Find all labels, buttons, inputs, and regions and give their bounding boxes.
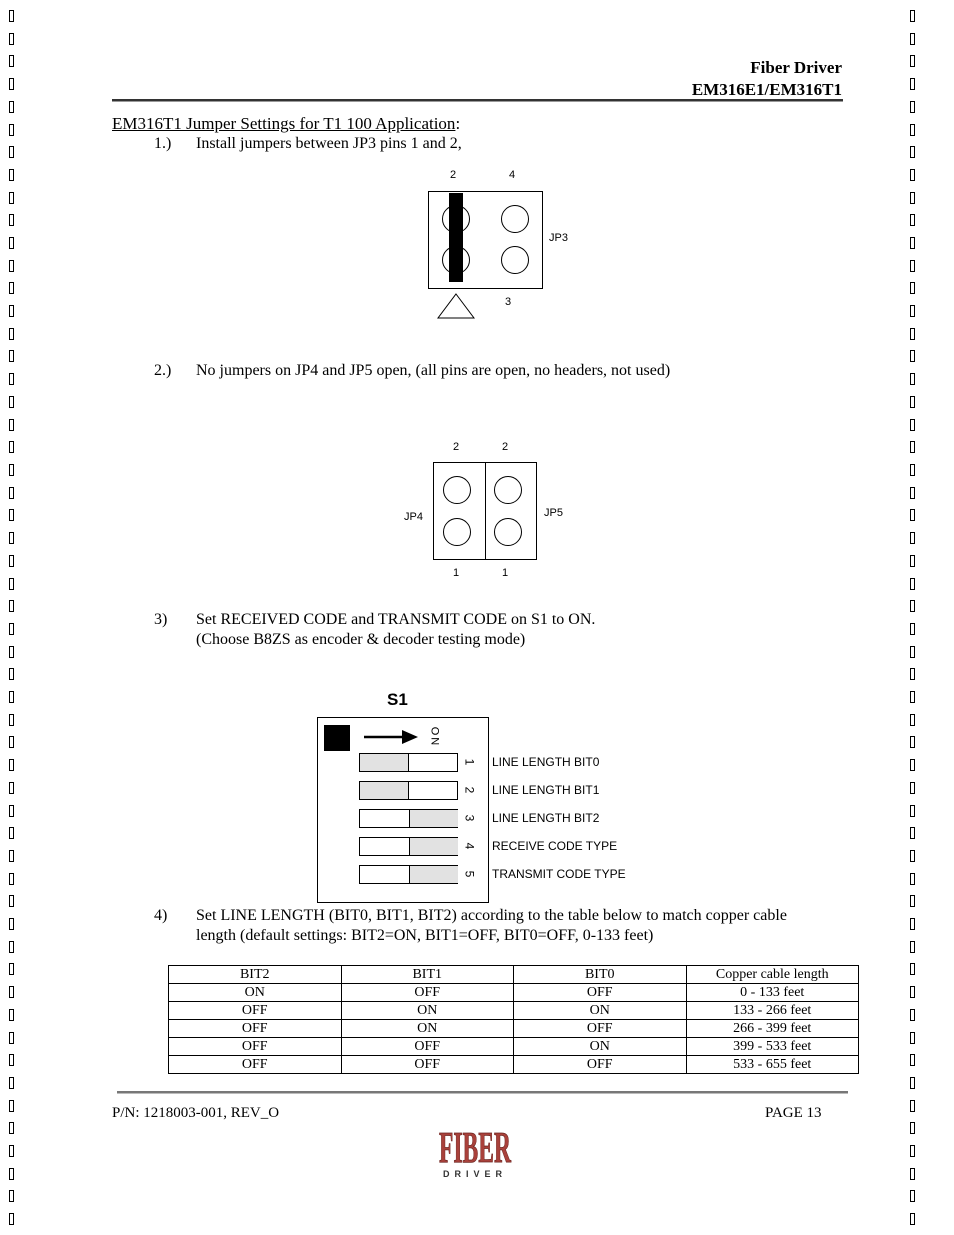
binder-mark: [9, 419, 14, 431]
binder-mark: [910, 918, 915, 930]
binder-mark: [910, 214, 915, 226]
table-cell: OFF: [169, 1002, 342, 1020]
table-cell: OFF: [341, 1038, 514, 1056]
jp3-pin-4: [501, 205, 529, 233]
binder-mark: [910, 55, 915, 67]
jp5-pin-1: [494, 518, 522, 546]
table-row: [169, 1056, 859, 1074]
line-length-table-body: [169, 966, 859, 1074]
dip-switch-3[interactable]: [359, 809, 458, 828]
dip-switch-1-knob: [360, 754, 409, 771]
binder-mark: [9, 260, 14, 272]
jp4-pin-1: [443, 518, 471, 546]
dip-switch-4-number: 4: [462, 842, 477, 850]
binder-mark: [9, 464, 14, 476]
binder-mark: [9, 827, 14, 839]
table-cell: 266 - 399 feet: [686, 1020, 859, 1038]
arrow-right-icon: [364, 730, 418, 744]
jp5-label: JP5: [544, 507, 563, 519]
s1-on-label: ON: [428, 726, 441, 748]
binder-mark: [910, 941, 915, 953]
step-3-text: Set RECEIVED CODE and TRANSMIT CODE on S1 to ON.: [196, 611, 596, 628]
binder-mark: [9, 895, 14, 907]
jp5-pin-2: [494, 476, 522, 504]
table-cell: 533 - 655 feet: [686, 1056, 859, 1074]
dip-switch-1-label: LINE LENGTH BIT0: [492, 755, 600, 769]
jp4-pin-label-bottom: 1: [453, 567, 460, 579]
dip-switch-5-label: TRANSMIT CODE TYPE: [492, 867, 626, 881]
pin-1-triangle-icon: [437, 293, 475, 319]
step-3-number: 3): [154, 611, 168, 628]
binder-marks-left: [9, 0, 17, 1235]
table-cell: OFF: [341, 984, 514, 1002]
table-cell: 133 - 266 feet: [686, 1002, 859, 1020]
section-heading: [112, 114, 460, 134]
binder-mark: [910, 986, 915, 998]
binder-mark: [910, 963, 915, 975]
table-cell: Copper cable length: [686, 966, 859, 984]
table-cell: OFF: [514, 984, 687, 1002]
binder-mark: [9, 169, 14, 181]
binder-mark: [9, 714, 14, 726]
binder-mark: [910, 895, 915, 907]
binder-mark: [910, 1032, 915, 1044]
table-cell: OFF: [169, 1038, 342, 1056]
binder-mark: [910, 78, 915, 90]
table-cell: OFF: [514, 1020, 687, 1038]
binder-mark: [9, 578, 14, 590]
dip-switch-1[interactable]: [359, 753, 458, 772]
jp3-label: JP3: [549, 232, 568, 244]
binder-mark: [9, 441, 14, 453]
binder-mark: [910, 282, 915, 294]
binder-mark: [9, 873, 14, 885]
binder-mark: [9, 33, 14, 45]
dip-switch-2-label: LINE LENGTH BIT1: [492, 783, 600, 797]
binder-mark: [9, 1032, 14, 1044]
dip-switch-3-number: 3: [462, 814, 477, 822]
jp3-jumper-bar: [449, 193, 463, 282]
jp4-pin-label-top: 2: [453, 441, 460, 453]
binder-mark: [910, 691, 915, 703]
binder-mark: [9, 691, 14, 703]
table-cell: ON: [514, 1038, 687, 1056]
jp5-pin-label-bottom: 1: [502, 567, 509, 579]
step-1-text: Install jumpers between JP3 pins 1 and 2,: [196, 135, 462, 152]
binder-mark: [910, 350, 915, 362]
binder-mark: [910, 305, 915, 317]
table-cell: ON: [341, 1002, 514, 1020]
svg-text:FIBER: FIBER: [439, 1123, 512, 1172]
jp4-pin-2: [443, 476, 471, 504]
dip-switch-5[interactable]: [359, 865, 458, 884]
jp3-pin-label-4: 4: [509, 169, 516, 181]
section-heading-text: EM316T1 Jumper Settings for T1 100 Application: [112, 114, 456, 133]
binder-mark: [9, 646, 14, 658]
fiber-driver-logo: [437, 1122, 513, 1180]
jp3-pin-3: [501, 246, 529, 274]
table-row: [169, 1002, 859, 1020]
binder-mark: [910, 623, 915, 635]
binder-mark: [9, 1213, 14, 1225]
binder-mark: [910, 805, 915, 817]
binder-mark: [9, 10, 14, 22]
binder-mark: [910, 419, 915, 431]
table-cell: BIT0: [514, 966, 687, 984]
jp4-label: JP4: [404, 511, 423, 523]
table-cell: 399 - 533 feet: [686, 1038, 859, 1056]
binder-mark: [910, 532, 915, 544]
table-row: [169, 1020, 859, 1038]
dip-switch-4[interactable]: [359, 837, 458, 856]
binder-mark: [910, 33, 915, 45]
binder-mark: [9, 350, 14, 362]
binder-mark: [9, 668, 14, 680]
jp5-pin-label-top: 2: [502, 441, 509, 453]
binder-mark: [9, 1168, 14, 1180]
binder-mark: [910, 10, 915, 22]
table-row: [169, 984, 859, 1002]
step-4-text: Set LINE LENGTH (BIT0, BIT1, BIT2) according to the table below to match copper cable: [196, 907, 787, 924]
binder-mark: [910, 1122, 915, 1134]
header-model: EM316E1/EM316T1: [691, 80, 842, 99]
binder-mark: [910, 827, 915, 839]
binder-mark: [910, 600, 915, 612]
binder-mark: [910, 373, 915, 385]
binder-mark: [910, 555, 915, 567]
binder-mark: [9, 146, 14, 158]
table-cell: ON: [341, 1020, 514, 1038]
binder-mark: [910, 850, 915, 862]
binder-mark: [910, 736, 915, 748]
binder-mark: [910, 441, 915, 453]
jp3-pin-label-3: 3: [505, 296, 512, 308]
binder-mark: [9, 124, 14, 136]
jp3-header-box: [428, 191, 543, 289]
binder-mark: [910, 124, 915, 136]
binder-mark: [9, 1100, 14, 1112]
binder-mark: [9, 782, 14, 794]
jp3-pin-label-2: 2: [450, 169, 457, 181]
binder-marks-right: [910, 0, 918, 1235]
binder-mark: [910, 487, 915, 499]
dip-switch-1-number: 1: [462, 758, 477, 766]
binder-mark: [910, 328, 915, 340]
table-row: [169, 1038, 859, 1056]
binder-mark: [9, 850, 14, 862]
binder-mark: [9, 282, 14, 294]
step-3-text-line-2: (Choose B8ZS as encoder & decoder testing mode): [196, 631, 526, 648]
table-cell: 0 - 133 feet: [686, 984, 859, 1002]
binder-mark: [9, 328, 14, 340]
dip-switch-3-knob: [409, 810, 458, 827]
binder-mark: [910, 1145, 915, 1157]
binder-mark: [9, 736, 14, 748]
binder-mark: [910, 101, 915, 113]
dip-switch-2-number: 2: [462, 786, 477, 794]
binder-mark: [9, 487, 14, 499]
binder-mark: [9, 759, 14, 771]
svg-text:DRIVER: DRIVER: [442, 1169, 508, 1179]
table-cell: BIT1: [341, 966, 514, 984]
binder-mark: [9, 78, 14, 90]
table-cell: OFF: [169, 1056, 342, 1074]
binder-mark: [9, 55, 14, 67]
binder-mark: [910, 578, 915, 590]
binder-mark: [910, 1054, 915, 1066]
dip-switch-2[interactable]: [359, 781, 458, 800]
dip-switch-4-knob: [409, 838, 458, 855]
header-rule: [112, 99, 843, 102]
binder-mark: [910, 782, 915, 794]
table-cell: ON: [514, 1002, 687, 1020]
binder-mark: [910, 668, 915, 680]
binder-mark: [9, 509, 14, 521]
binder-mark: [910, 1100, 915, 1112]
binder-mark: [9, 532, 14, 544]
binder-mark: [910, 759, 915, 771]
step-4-text-line-2: length (default settings: BIT2=ON, BIT1=OFF, BIT0=OFF, 0-133 feet): [196, 927, 654, 944]
binder-mark: [9, 1054, 14, 1066]
binder-mark: [9, 396, 14, 408]
binder-mark: [910, 260, 915, 272]
binder-mark: [910, 714, 915, 726]
binder-mark: [910, 646, 915, 658]
logo-graphic: [437, 1122, 513, 1180]
footer-rule: [117, 1091, 848, 1094]
footer-page-number: PAGE 13: [765, 1105, 822, 1121]
table-cell: ON: [169, 984, 342, 1002]
binder-mark: [910, 1190, 915, 1202]
binder-mark: [9, 1145, 14, 1157]
binder-mark: [9, 192, 14, 204]
s1-pin1-marker: [324, 725, 350, 751]
binder-mark: [9, 237, 14, 249]
footer-part-number: P/N: 1218003-001, REV_O: [112, 1105, 280, 1121]
binder-mark: [910, 1168, 915, 1180]
table-cell: OFF: [169, 1020, 342, 1038]
binder-mark: [9, 623, 14, 635]
binder-mark: [910, 1009, 915, 1021]
table-cell: BIT2: [169, 966, 342, 984]
table-cell: OFF: [341, 1056, 514, 1074]
binder-mark: [910, 192, 915, 204]
step-2-number: 2.): [154, 362, 172, 379]
binder-mark: [9, 805, 14, 817]
line-length-table: [168, 965, 859, 1074]
section-heading-colon: :: [455, 114, 461, 133]
binder-mark: [9, 1077, 14, 1089]
table-cell: OFF: [514, 1056, 687, 1074]
binder-mark: [910, 1213, 915, 1225]
binder-mark: [910, 464, 915, 476]
binder-mark: [9, 941, 14, 953]
binder-mark: [9, 1190, 14, 1202]
dip-switch-4-label: RECEIVE CODE TYPE: [492, 839, 618, 853]
binder-mark: [9, 963, 14, 975]
binder-mark: [910, 396, 915, 408]
s1-title: S1: [387, 690, 408, 709]
binder-mark: [9, 1122, 14, 1134]
step-1-number: 1.): [154, 135, 172, 152]
binder-mark: [9, 305, 14, 317]
binder-mark: [9, 1009, 14, 1021]
binder-mark: [910, 873, 915, 885]
binder-mark: [910, 237, 915, 249]
binder-mark: [9, 986, 14, 998]
binder-mark: [9, 555, 14, 567]
binder-mark: [9, 101, 14, 113]
binder-mark: [910, 509, 915, 521]
dip-switch-2-knob: [360, 782, 409, 799]
binder-mark: [9, 214, 14, 226]
binder-mark: [910, 146, 915, 158]
table-header-row: [169, 966, 859, 984]
dip-switch-5-knob: [409, 866, 458, 883]
dip-switch-3-label: LINE LENGTH BIT2: [492, 811, 600, 825]
step-4-number: 4): [154, 907, 168, 924]
binder-mark: [9, 373, 14, 385]
binder-mark: [910, 1077, 915, 1089]
binder-mark: [910, 169, 915, 181]
binder-mark: [9, 918, 14, 930]
header-title: Fiber Driver: [750, 58, 842, 77]
dip-switch-5-number: 5: [462, 870, 477, 878]
step-2-text: No jumpers on JP4 and JP5 open, (all pins are open, no headers, not used): [196, 362, 671, 379]
binder-mark: [9, 600, 14, 612]
